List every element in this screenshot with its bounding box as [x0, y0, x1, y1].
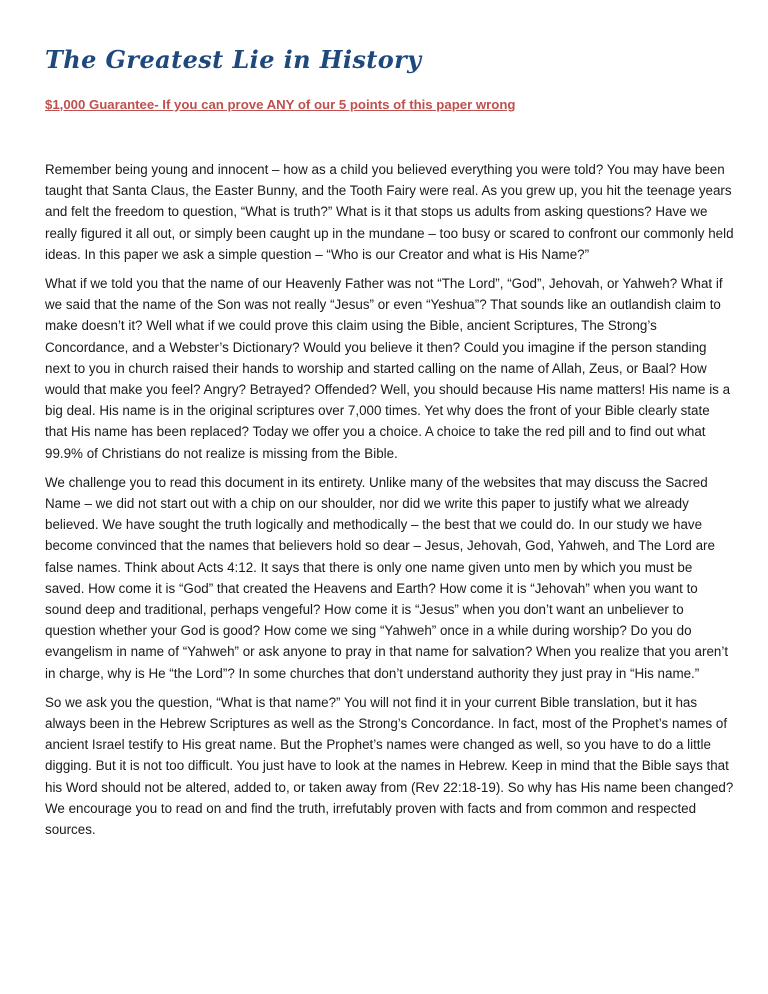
guarantee-subtitle: $1,000 Guarantee- If you can prove ANY of our 5 points of this paper wrong: [45, 97, 516, 112]
body-paragraph: So we ask you the question, “What is that name?” You will not find it in your current Bible translation, but it has always been in the Hebrew Scriptures as well as the Strong’s Concordance. In fact, most of the Prophet’s names of ancient Israel testify to His great name. But the Prophet’s names were changed as well, so you have to do a little digging. But it is not too difficult. You just have to look at the names in Hebrew. Keep in mind that the Bible says that his Word should not be altered, added to, or taken away from (Rev 22:18-19). So why has His name been changed? We encourage you to read on and find the truth, irrefutably proven with facts and from common and respected sources.: [45, 694, 734, 838]
body-paragraph: What if we told you that the name of our Heavenly Father was not “The Lord”, “God”, Jehovah, or Yahweh? What if we said that the name of the Son was not really “Jesus” or even “Yeshua”? That sounds like an outlandish claim to make doesn’t it? Well what if we could prove this claim using the Bible, ancient Scriptures, The Strong’s Concordance, and a Webster’s Dictionary? Would you believe it then? Could you imagine if the person standing next to you in church raised their hands to worship and started calling on the name of Allah, Zeus, or Baal? How would that make you feel? Angry? Betrayed? Offended? Well, you should because His name matters! His name is a big deal. His name is in the original scriptures over 7,000 times. Yet why does the front of your Bible clearly state that His name has been replaced? Today we offer you a choice. A choice to take the red pill and to find out what 99.9% of Christians do not realize is missing from the Bible.: [45, 276, 731, 461]
document-title: The Greatest Lie in History: [45, 45, 422, 74]
document-body: [45, 159, 735, 848]
body-paragraph: We challenge you to read this document in its entirety. Unlike many of the websites that may discuss the Sacred Name – we did not start out with a chip on our shoulder, nor did we write this paper to justify what we already believed. We have sought the truth logically and methodically – the best that we could do. In our study we have become convinced that the names that believers hold so dear – Jesus, Jehovah, God, Yahweh, and The Lord are false names. Think about Acts 4:12. It says that there is only one name given unto men by which you must be saved. How come it is “God” that created the Heavens and Earth? How come it is “Jehovah” when you want to sound deep and traditional, perhaps vengeful? How come it is “Jesus” when you don’t want an unbeliever to question whether your God is good? How come we sing “Yahweh” once in a while during worship? Do you do evangelism in name of “Yahweh” or ask anyone to pray in that name for salvation? When you realize that you aren’t in charge, why is He “the Lord”? In some churches that don’t understand authority they just pray in “His name.”: [45, 474, 729, 681]
body-paragraph: Remember being young and innocent – how as a child you believed everything you were told? You may have been taught that Santa Claus, the Easter Bunny, and the Tooth Fairy were real. As you grew up, you hit the teenage years and felt the freedom to question, “What is truth?” What is it that stops us adults from asking questions? Have we really figured it all out, or simply been caught up in the mundane – too busy or scared to confront our commonly held ideas. In this paper we ask a simple question – “Who is our Creator and what is His Name?”: [45, 162, 734, 262]
